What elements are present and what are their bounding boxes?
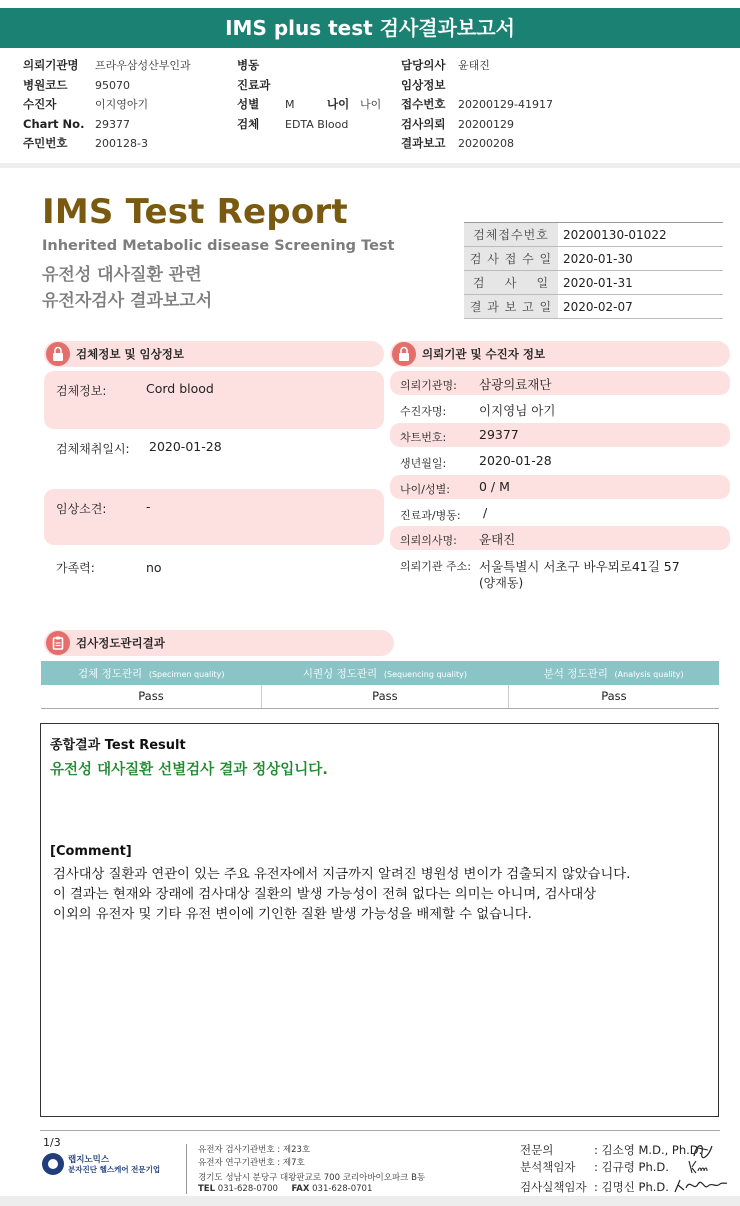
quality-result: Pass: [41, 685, 261, 708]
company-address: 경기도 성남시 분당구 대왕판교로 700 코리아바이오파크 B동: [198, 1173, 426, 1183]
quality-col-label: 검체 정도관리: [77, 667, 143, 680]
header-value: 나이: [360, 98, 382, 111]
receipt-value: 20200130-01022: [563, 228, 667, 242]
specimen-row-bg: [44, 489, 384, 545]
specimen-row-bg: [44, 371, 384, 429]
quality-result: Pass: [261, 685, 508, 708]
signer-role: 분석책임자: [520, 1160, 576, 1174]
quality-col-label: 시퀀싱 정도관리: [302, 667, 378, 680]
institution-value: 이지영님 아기: [479, 403, 556, 418]
institution-value: 0 / M: [479, 479, 510, 494]
header-value: M: [285, 98, 295, 111]
research-registration-no: 유전자 연구기관번호 : 제7호: [198, 1158, 305, 1168]
header-value: 윤태진: [458, 59, 490, 72]
institution-key: 의뢰기관명:: [400, 379, 457, 392]
header-key: 나이: [327, 97, 350, 111]
quality-section-heading: [44, 630, 394, 656]
report-title: IMS Test Report: [42, 192, 348, 232]
fax-label: FAX: [291, 1184, 310, 1194]
comment-line: 검사대상 질환과 연관이 있는 주요 유전자에서 지금까지 알려진 병원성 변이가 검출되지 않았습니다.: [53, 867, 631, 882]
header-value: 29377: [95, 117, 130, 131]
receipt-info-table: [464, 222, 723, 319]
institution-key: 의뢰의사명:: [400, 534, 457, 547]
lab-registration-no: 유전자 검사기관번호 : 제23호: [198, 1145, 311, 1155]
header-value: 이지영아기: [95, 98, 149, 111]
receipt-row: [464, 223, 723, 247]
signer-role: 전문의: [520, 1143, 554, 1157]
institution-key: 진료과/병동:: [400, 509, 461, 522]
signer-name: : 김명신 Ph.D.: [594, 1180, 669, 1194]
receipt-key: 결 과 보 고 일: [464, 295, 558, 318]
header-key: 병원코드: [23, 77, 68, 92]
institution-address-line1: 서울특별시 서초구 바우뫼로41길 57: [479, 559, 680, 574]
header-key: 의뢰기관명: [23, 58, 79, 72]
lock-icon: [46, 342, 70, 366]
lock-icon: [392, 342, 416, 366]
specimen-key: 검체채취일시:: [56, 442, 130, 456]
header-key: 담당의사: [401, 58, 446, 72]
signer-name: : 김규령 Ph.D.: [594, 1160, 669, 1174]
institution-address-key: 의뢰기관 주소:: [400, 560, 471, 573]
specimen-value: Cord blood: [146, 381, 214, 396]
test-result-box: [40, 723, 719, 1117]
header-key: 접수번호: [401, 97, 446, 111]
specimen-key: 가족력:: [56, 561, 95, 575]
quality-col-label: 분석 정도관리: [543, 667, 608, 680]
quality-col-header: [261, 661, 508, 685]
report-banner: IMS plus test 검사결과보고서: [0, 8, 740, 48]
tel-label: TEL: [198, 1184, 216, 1194]
section-title: 검사정도관리결과: [76, 636, 165, 650]
comment-heading: [Comment]: [50, 844, 132, 859]
header-key: 결과보고: [401, 136, 446, 150]
institution-value: 29377: [479, 427, 519, 442]
institution-value: 삼광의료재단: [479, 377, 552, 392]
specimen-value: no: [146, 560, 162, 575]
institution-key: 차트번호:: [400, 431, 447, 444]
quality-col-sub: (Specimen quality): [148, 669, 225, 679]
specimen-section-heading: [44, 341, 384, 367]
tel-number: 031-628-0700: [217, 1184, 278, 1194]
receipt-value: 2020-01-30: [563, 252, 633, 266]
header-value: EDTA Blood: [285, 117, 349, 131]
clipboard-icon: [46, 631, 70, 655]
institution-section-heading: [390, 341, 730, 367]
receipt-value: 2020-01-31: [563, 276, 633, 290]
comment-line: 이외의 유전자 및 기타 유전 변이에 기인한 질환 발생 가능성을 배제할 수 없습니다.: [53, 907, 532, 922]
company-name: 랩지노믹스: [68, 1155, 110, 1165]
signer-role: 검사실책임자: [520, 1180, 587, 1194]
header-key: 병동: [237, 58, 260, 72]
section-title: 의뢰기관 및 수진자 정보: [422, 347, 546, 361]
header-key: 주민번호: [23, 136, 68, 150]
quality-result: Pass: [508, 685, 719, 708]
comment-line: 이 결과는 현재와 장래에 검사대상 질환의 발생 가능성이 전혀 없다는 의미는 아니며, 검사대상: [53, 887, 597, 902]
page-number: 1/3: [43, 1136, 61, 1149]
institution-key: 나이/성별:: [400, 483, 450, 496]
footer-divider: [40, 1130, 720, 1131]
result-heading: 종합결과 Test Result: [50, 738, 186, 753]
header-key: 수진자: [23, 97, 57, 111]
report-subtitle: Inherited Metabolic disease Screening Test: [42, 238, 395, 254]
header-key: 검체: [237, 116, 260, 131]
institution-value: /: [483, 505, 488, 520]
table-row: [41, 685, 719, 708]
quality-col-sub: (Sequencing quality): [383, 669, 467, 679]
specimen-key: 검체정보:: [56, 384, 107, 398]
header-value: 20200129: [458, 117, 514, 131]
header-key: 검사의뢰: [401, 116, 446, 131]
specimen-value: -: [146, 499, 151, 514]
header-key: 성별: [237, 97, 260, 111]
fax-number: 031-628-0701: [312, 1184, 373, 1194]
report-subtitle-ko-1: 유전성 대사질환 관련: [42, 265, 202, 285]
header-col-doctor: [401, 56, 553, 154]
institution-address-line2: (양재동): [479, 576, 524, 590]
header-value: 200128-3: [95, 137, 148, 150]
header-col-patient: [23, 56, 191, 154]
quality-col-sub: (Analysis quality): [614, 669, 684, 679]
institution-value: 2020-01-28: [479, 453, 552, 468]
signature-3: [672, 1174, 730, 1196]
receipt-value: 2020-02-07: [563, 300, 633, 314]
signer-name: : 김소영 M.D., Ph.D.: [594, 1143, 703, 1157]
institution-value: 윤태진: [479, 532, 516, 547]
header-value: 프라우삼성산부인과: [95, 59, 191, 72]
specimen-value: 2020-01-28: [149, 439, 222, 454]
report-subtitle-ko-2: 유전자검사 결과보고서: [42, 291, 213, 311]
receipt-row: [464, 247, 723, 271]
footer-vertical-divider: [186, 1144, 187, 1194]
header-value: 20200129-41917: [458, 98, 553, 111]
receipt-row: [464, 271, 723, 295]
institution-key: 수진자명:: [400, 405, 447, 418]
section-title: 검체정보 및 임상정보: [76, 347, 184, 361]
header-key: Chart No.: [23, 116, 85, 131]
header-value: 95070: [95, 78, 130, 92]
quality-table: [41, 661, 719, 709]
receipt-key: 검체접수번호: [464, 223, 558, 246]
company-tagline: 분자진단 헬스케어 전문기업: [68, 1165, 161, 1174]
quality-col-header: [508, 661, 719, 685]
receipt-key: 검 사 일: [464, 271, 558, 294]
company-contact: [198, 1184, 372, 1194]
header-value: 20200208: [458, 137, 514, 150]
institution-key: 생년월일:: [400, 457, 447, 470]
receipt-row: [464, 295, 723, 319]
header-key: 진료과: [237, 77, 271, 92]
result-summary: 유전성 대사질환 선별검사 결과 정상입니다.: [50, 762, 328, 778]
order-header: [0, 56, 740, 156]
header-col-ward: [237, 56, 381, 134]
header-key: 임상정보: [401, 77, 446, 92]
quality-col-header: [41, 661, 261, 685]
specimen-key: 임상소견:: [56, 502, 107, 516]
footer-bottom-bar: [0, 1196, 740, 1206]
receipt-key: 검 사 접 수 일: [464, 247, 558, 270]
header-divider: [0, 163, 740, 168]
company-logo-icon: [42, 1153, 64, 1175]
